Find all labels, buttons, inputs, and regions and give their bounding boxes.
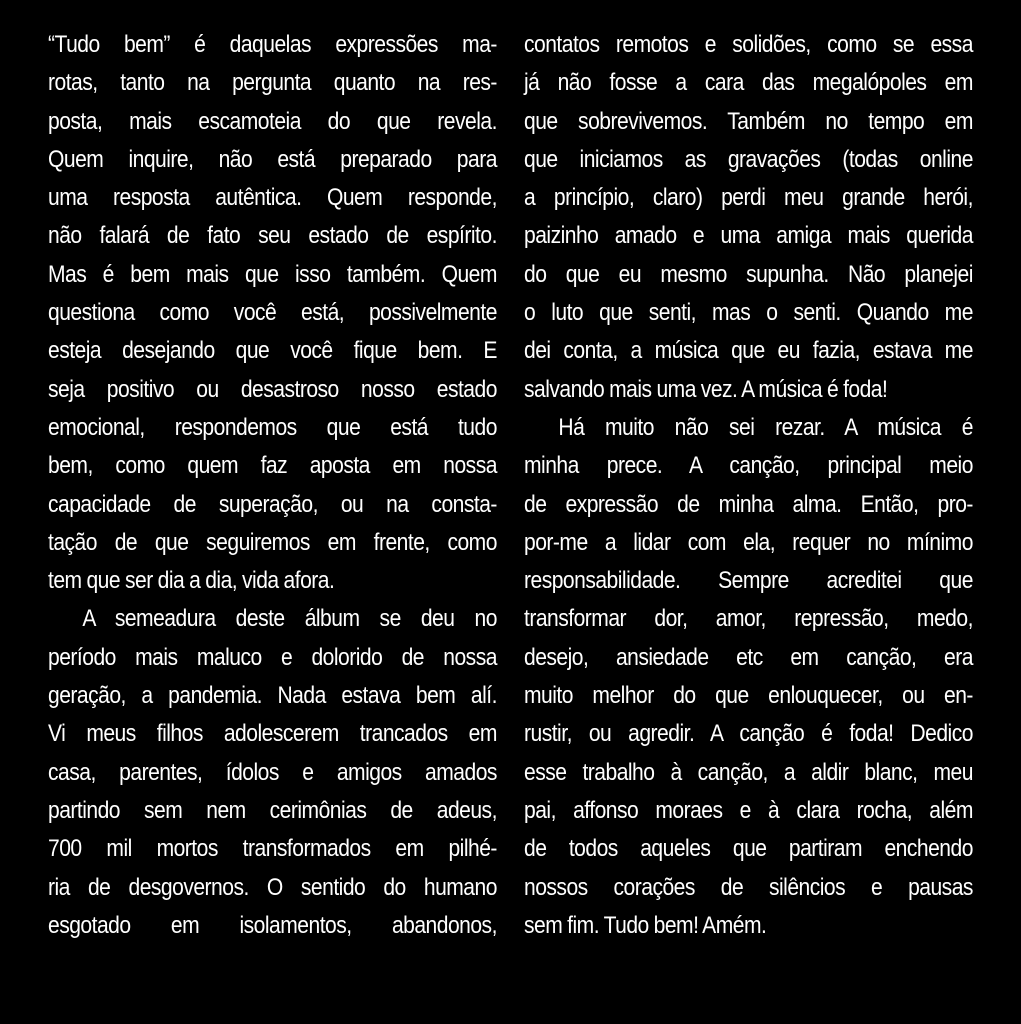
text-line: rustir, ou agredir. A canção é foda! Dedico xyxy=(524,720,973,748)
text-line: o luto que senti, mas o senti. Quando me xyxy=(524,299,973,327)
text-line: Mas é bem mais que isso também. Quem xyxy=(48,260,497,288)
text-line: não falará de fato seu estado de espírito. xyxy=(48,222,497,250)
text-line: casa, parentes, ídolos e amigos amados xyxy=(48,758,497,786)
text-line: partindo sem nem cerimônias de adeus, xyxy=(48,796,497,824)
text-line: desejo, ansiedade etc em canção, era xyxy=(524,643,973,671)
text-line: posta, mais escamoteia do que revela. xyxy=(48,107,497,135)
text-line: rotas, tanto na pergunta quanto na res- xyxy=(48,69,497,97)
text-line: bem, como quem faz aposta em nossa xyxy=(48,452,497,480)
text-line: tem que ser dia a dia, vida afora. xyxy=(48,567,335,595)
text-line: a princípio, claro) perdi meu grande herói, xyxy=(524,184,973,212)
text-line: muito melhor do que enlouquecer, ou en- xyxy=(524,682,973,710)
text-line: paizinho amado e uma amiga mais querida xyxy=(524,222,973,250)
text-line: seja positivo ou desastroso nosso estado xyxy=(48,375,497,403)
text-line: uma resposta autêntica. Quem responde, xyxy=(48,184,497,212)
text-line: esgotado em isolamentos, abandonos, xyxy=(48,911,497,939)
text-line: pai, affonso moraes e à clara rocha, além xyxy=(524,796,973,824)
text-line: “Tudo bem” é daquelas expressões ma- xyxy=(48,31,497,58)
text-line: minha prece. A canção, principal meio xyxy=(524,452,973,480)
text-line: A semeadura deste álbum se deu no xyxy=(82,605,497,633)
text-line: responsabilidade. Sempre acreditei que xyxy=(524,567,973,595)
text-line: que sobrevivemos. Também no tempo em xyxy=(524,107,973,135)
text-line: esteja desejando que você fique bem. E xyxy=(48,337,497,365)
text-line: emocional, respondemos que está tudo xyxy=(48,413,497,441)
text-line: que iniciamos as gravações (todas online xyxy=(524,145,973,173)
text-line: nossos corações de silêncios e pausas xyxy=(524,873,973,901)
text-line: esse trabalho à canção, a aldir blanc, meu xyxy=(524,758,973,786)
text-line: Vi meus filhos adolescerem trancados em xyxy=(48,720,497,748)
text-line: já não fosse a cara das megalópoles em xyxy=(524,69,973,97)
right-column xyxy=(524,26,973,945)
text-line: de todos aqueles que partiram enchendo xyxy=(524,835,973,863)
text-line: transformar dor, amor, repressão, medo, xyxy=(524,605,973,633)
text-line: geração, a pandemia. Nada estava bem alí. xyxy=(48,682,497,710)
text-line: dei conta, a música que eu fazia, estava me xyxy=(524,337,973,365)
text-line: sem fim. Tudo bem! Amém. xyxy=(524,911,767,939)
text-line: salvando mais uma vez. A música é foda! xyxy=(524,375,888,403)
text-line: período mais maluco e dolorido de nossa xyxy=(48,643,497,671)
text-line: capacidade de superação, ou na consta- xyxy=(48,490,497,518)
left-column xyxy=(48,26,497,945)
text-line: ria de desgovernos. O sentido do humano xyxy=(48,873,497,901)
text-line: tação de que seguiremos em frente, como xyxy=(48,528,497,556)
text-line: Quem inquire, não está preparado para xyxy=(48,145,497,173)
text-line: questiona como você está, possivelmente xyxy=(48,299,497,327)
text-line: 700 mil mortos transformados em pilhé- xyxy=(48,835,497,863)
text-line: Há muito não sei rezar. A música é xyxy=(558,413,973,441)
text-line: contatos remotos e solidões, como se essa xyxy=(524,31,973,58)
text-line: do que eu mesmo supunha. Não planejei xyxy=(524,260,973,288)
text-line: de expressão de minha alma. Então, pro- xyxy=(524,490,973,518)
text-line: por-me a lidar com ela, requer no mínimo xyxy=(524,528,973,556)
